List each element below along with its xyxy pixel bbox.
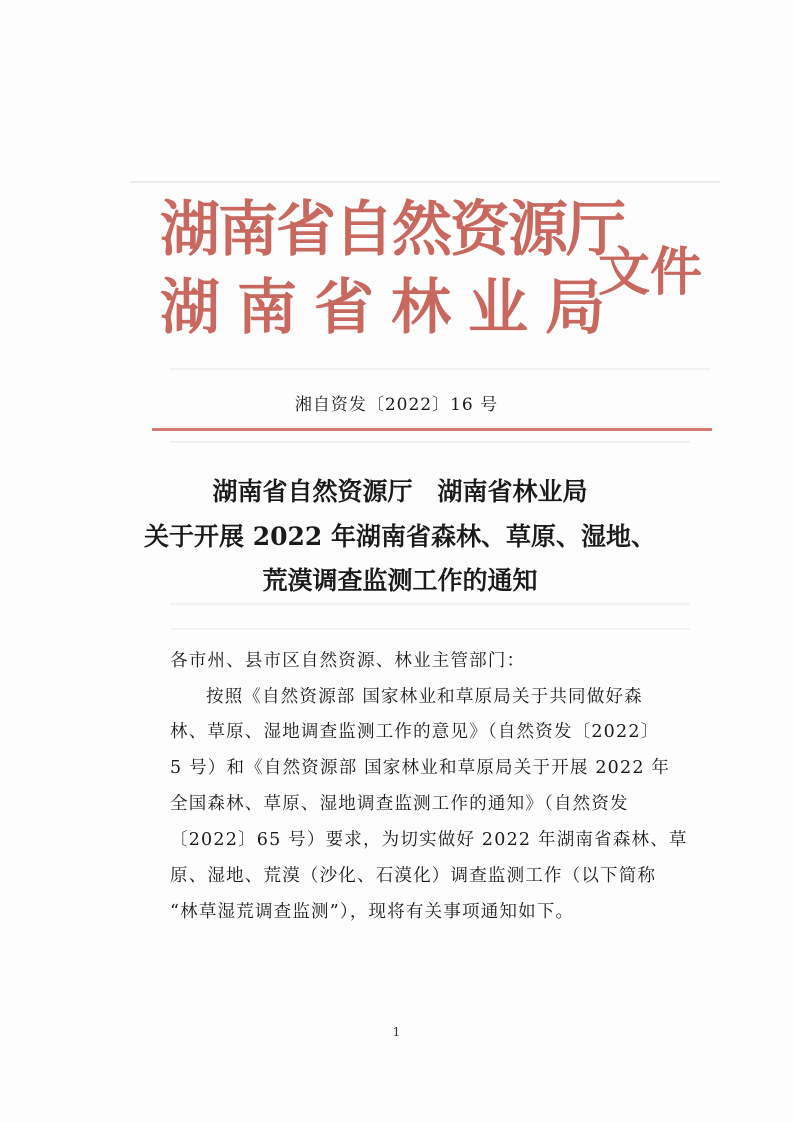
issuer-line-1: 湖南省自然资源厅 xyxy=(160,195,624,265)
paragraph-line: 原、湿地、荒漠（沙化、石漠化）调查监测工作（以下简称 xyxy=(170,866,657,886)
scan-artifact xyxy=(130,181,720,183)
document-label: 文件 xyxy=(598,243,703,303)
scan-artifact xyxy=(170,603,690,605)
document-number: 湘自资发〔2022〕16 号 xyxy=(294,395,499,415)
issuer-line-2: 湖南省林业局 xyxy=(160,273,622,343)
scan-artifact xyxy=(170,628,690,630)
page-number: 1 xyxy=(392,1025,401,1039)
paragraph-line: 全国森林、草原、湿地调查监测工作的通知》（自然资发 xyxy=(170,794,629,814)
paragraph-line: 5 号）和《自然资源部 国家林业和草原局关于开展 2022 年 xyxy=(170,758,671,778)
paragraph-line: 林、草原、湿地调查监测工作的意见》（自然资发〔2022〕 xyxy=(170,722,660,742)
scan-artifact xyxy=(170,368,710,370)
paragraph-line: 〔2022〕65 号）要求，为切实做好 2022 年湖南省森林、草 xyxy=(170,830,688,850)
paragraph-line: “林草湿荒调查监测”），现将有关事项通知如下。 xyxy=(170,902,575,922)
title-line-2: 关于开展 2022 年湖南省森林、草原、湿地、 xyxy=(144,522,656,551)
title-line-3: 荒漠调查监测工作的通知 xyxy=(262,566,538,595)
document-header xyxy=(160,185,720,355)
paragraph-line: 按照《自然资源部 国家林业和草原局关于共同做好森 xyxy=(206,687,643,707)
scan-artifact xyxy=(170,441,690,443)
salutation: 各市州、县市区自然资源、林业主管部门： xyxy=(170,651,526,671)
header-divider xyxy=(152,428,712,431)
title-line-1: 湖南省自然资源厅 湖南省林业局 xyxy=(212,477,588,506)
